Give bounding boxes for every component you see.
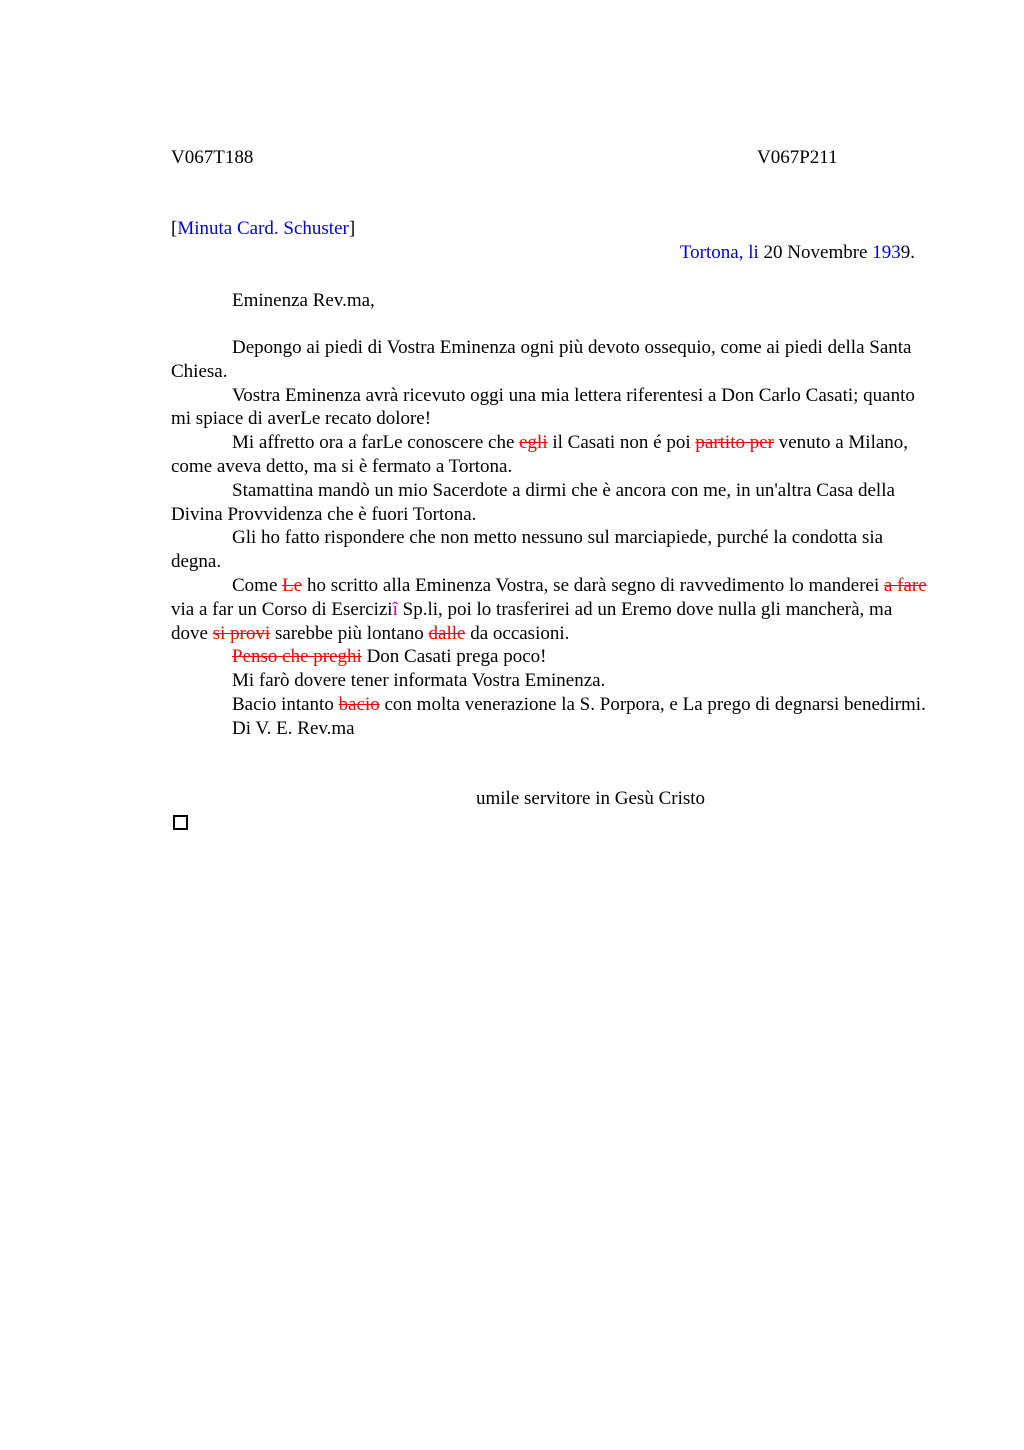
dateline-place: Tortona, li xyxy=(679,242,759,263)
header-left-code: V067T188 xyxy=(171,147,254,168)
editorial-note xyxy=(171,217,355,241)
paragraph-8: Mi farò dovere tener informata Vostra Eminenza. xyxy=(232,670,606,692)
p7-text-a: Don Casati prega poco! xyxy=(361,646,547,668)
p6-text-f: da occasioni. xyxy=(465,622,570,644)
paragraph-4: Stamattina mandò un mio Sacerdote a dirmi che è ancora con me, in un'altra Casa della Divina Provvidenza che è fuori Tortona. xyxy=(171,479,895,525)
p7-deletion-1: Penso che preghi xyxy=(232,646,362,668)
p3-deletion-2: partito per xyxy=(695,432,774,454)
note-open-bracket: [ xyxy=(171,218,178,239)
paragraph-5: Gli ho fatto rispondere che non metto nessuno sul marciapiede, purché la condotta sia degna. xyxy=(171,527,884,573)
p6-insertion-mark: î xyxy=(392,598,398,620)
p6-deletion-1: Le xyxy=(282,574,303,596)
p6-deletion-2: a fare xyxy=(883,574,927,596)
p6-deletion-4: dalle xyxy=(428,622,466,644)
p3-deletion-1: egli xyxy=(519,432,548,454)
p3-text-c: venuto a Milano, come aveva detto, ma si è fermato a Tortona. xyxy=(171,432,909,477)
header-right-code: V067P211 xyxy=(757,147,838,168)
p9-text-a: Bacio intanto xyxy=(232,693,339,715)
paragraph-1: Depongo ai piedi di Vostra Eminenza ogni più devoto ossequio, come ai piedi della Santa Chiesa. xyxy=(171,337,912,382)
paragraph-9 xyxy=(171,693,931,717)
paragraph-2: Vostra Eminenza avrà ricevuto oggi una mia lettera riferentesi a Don Carlo Casati; quanto mi spiace di averLe recato dolore! xyxy=(171,384,915,430)
p3-text-a: Mi affretto ora a farLe conoscere che xyxy=(232,432,520,454)
salutation: Eminenza Rev.ma, xyxy=(232,290,375,311)
p6-text-b: ho scritto alla Eminenza Vostra, se darà segno di ravvedimento lo manderei xyxy=(302,574,884,596)
p6-text-e: sarebbe più lontano xyxy=(270,622,429,644)
p6-text-c: via a far un Corso di Esercizi xyxy=(171,598,393,620)
note-text: Minuta Card. Schuster xyxy=(177,218,349,239)
note-close-bracket: ] xyxy=(348,218,356,239)
dateline-day-month: 20 Novembre xyxy=(758,242,873,263)
paragraph-6 xyxy=(171,574,931,645)
dateline-year-part-a: 193 xyxy=(872,242,901,263)
p9-text-b: con molta venerazione la S. Porpora, e La prego di degnarsi benedirmi. xyxy=(379,693,926,715)
paragraph-10: Di V. E. Rev.ma xyxy=(232,717,355,739)
dateline xyxy=(680,241,915,265)
paragraph-7 xyxy=(171,645,931,669)
p9-deletion-1: bacio xyxy=(338,693,380,715)
p3-text-b: il Casati non é poi xyxy=(547,432,696,454)
p6-text-d: Sp.li, poi lo trasferirei ad un Eremo dove nulla gli mancherà, ma dove xyxy=(171,598,893,644)
letter-body xyxy=(171,336,931,741)
closing-signature: umile servitore in Gesù Cristo xyxy=(476,788,706,809)
dateline-year-part-b: 9. xyxy=(900,242,915,263)
paragraph-3 xyxy=(171,431,931,479)
p6-deletion-3: si provi xyxy=(212,622,271,644)
p6-text-a: Come xyxy=(232,574,283,596)
checkbox-square-icon xyxy=(173,815,188,830)
